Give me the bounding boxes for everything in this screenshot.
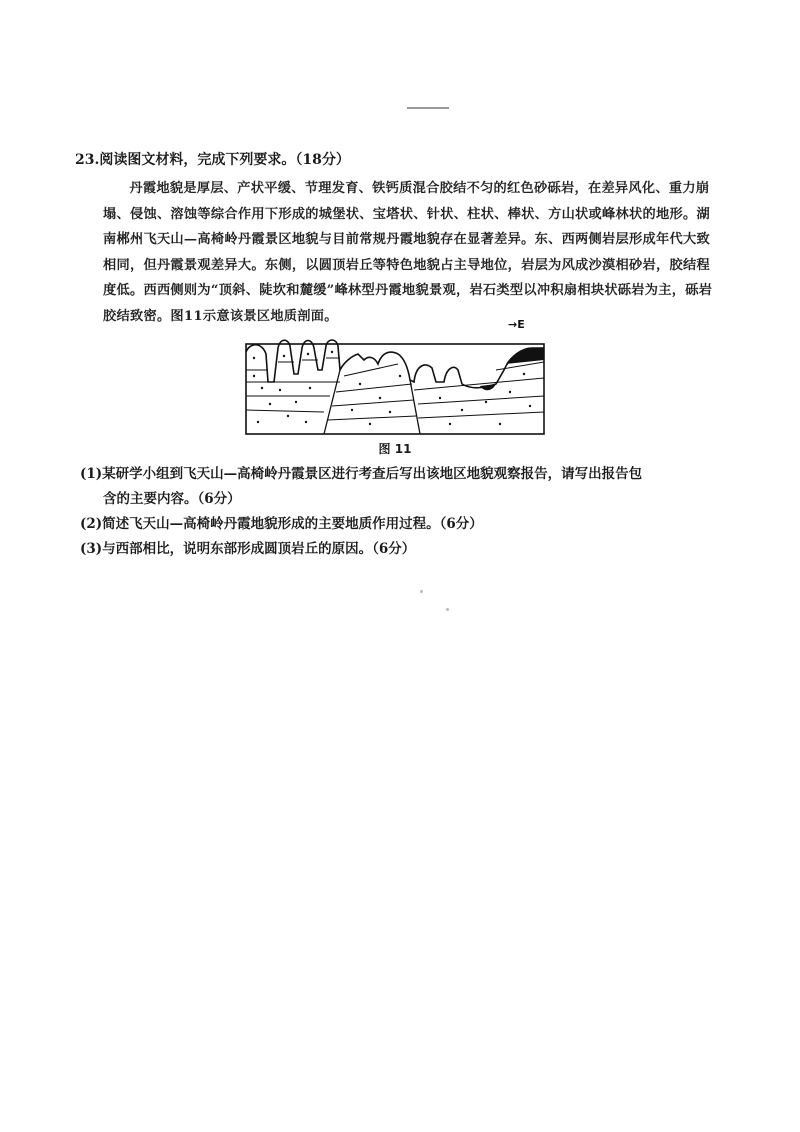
page-top-mark [407,107,449,109]
subquestion-1-line1: (1)某研学小组到飞天山—高椅岭丹霞景区进行考查后写出该地区地貌观察报告，请写出报告包 [80,466,643,482]
subquestion-1-line2: 含的主要内容。（6分） [103,491,241,507]
question-paragraph: 丹霞地貌是厚层、产状平缓、节理发育、铁钙质混合胶结不匀的红色砂砾岩，在差异风化、重力崩塌、侵蚀、溶蚀等综合作用下形成的城堡状、宝塔状、针状、柱状、棒状、方山状或峰林状的地形。湖南郴州飞天山—高椅岭丹霞景区地貌与目前常规丹霞地貌存在显著差异。东、西两侧岩层形成年代大致相同，但丹霞景观差异大。东侧，以圆顶岩丘等特色地貌占主导地位，岩层为风成沙漠相砂岩，胶结程度低。西西侧则为“顶斜、陡坎和麓缓”峰林型丹霞地貌景观，岩石类型以冲积扇相块状砾岩为主，砾岩胶结致密。图11示意该景区地质剖面。 [103,181,713,324]
basin-fill [480,384,496,390]
section-frame [246,344,544,434]
direction-label: →E [508,318,525,331]
geologic-cross-section-figure [240,312,550,462]
terrain-profile [246,340,544,388]
question-23 [75,150,715,329]
scan-speck [446,608,449,611]
question-heading: 23.阅读图文材料，完成下列要求。（18分） [75,152,350,168]
strata-lines-middle [328,364,416,420]
subquestion-1 [80,462,710,512]
subquestion-2: (2)简述飞天山—高椅岭丹霞地貌形成的主要地质作用过程。（6分） [80,516,483,532]
cap-rock-east [506,348,544,364]
scan-speck [420,590,423,593]
subquestion-3: (3)与西部相比，说明东部形成圆顶岩丘的原因。（6分） [80,541,416,557]
fault-lines [324,370,420,434]
cross-section-diagram [240,312,550,437]
figure-caption: 图 11 [378,442,412,456]
